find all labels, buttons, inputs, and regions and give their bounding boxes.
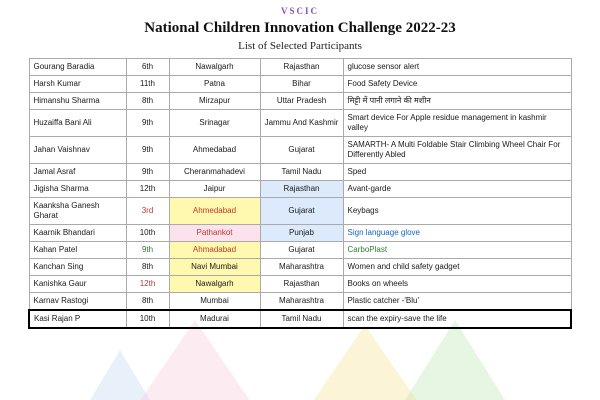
cell-idea: मिट्टी में पानी लगाने की मशीन xyxy=(343,93,571,110)
cell-city: Patna xyxy=(169,76,260,93)
vscic-logo: VSCIC xyxy=(280,6,319,16)
cell-class: 8th xyxy=(126,293,169,311)
cell-idea: Smart device For Apple residue management in kashmir valley xyxy=(343,110,571,137)
cell-name: Himanshu Sharma xyxy=(29,93,126,110)
table-row xyxy=(29,198,571,225)
cell-idea: glucose sensor alert xyxy=(343,59,571,76)
table-row xyxy=(29,225,571,242)
cell-class: 8th xyxy=(126,93,169,110)
cell-class: 10th xyxy=(126,310,169,328)
cell-class: 9th xyxy=(126,164,169,181)
table-row xyxy=(29,293,571,311)
participants-table xyxy=(28,58,572,329)
cell-state: Gujarat xyxy=(260,198,343,225)
cell-state: Rajasthan xyxy=(260,276,343,293)
cell-idea: Sign language glove xyxy=(343,225,571,242)
cell-class: 6th xyxy=(126,59,169,76)
cell-city: Madurai xyxy=(169,310,260,328)
cell-city: Srinagar xyxy=(169,110,260,137)
cell-name: Jamal Asraf xyxy=(29,164,126,181)
cell-city: Cheranmahadevi xyxy=(169,164,260,181)
table-row xyxy=(29,259,571,276)
table-row xyxy=(29,93,571,110)
cell-class: 9th xyxy=(126,242,169,259)
table-row xyxy=(29,110,571,137)
cell-name: Jahan Vaishnav xyxy=(29,137,126,164)
table-row-highlighted xyxy=(29,310,571,328)
cell-city: Jaipur xyxy=(169,181,260,198)
cell-city: Ahmedabad xyxy=(169,137,260,164)
cell-name: Gourang Baradia xyxy=(29,59,126,76)
cell-class: 12th xyxy=(126,276,169,293)
page-title: National Children Innovation Challenge 2022-23 xyxy=(144,20,456,36)
cell-idea: Plastic catcher -'Blu' xyxy=(343,293,571,311)
cell-state: Maharashtra xyxy=(260,293,343,311)
cell-idea: Food Safety Device xyxy=(343,76,571,93)
cell-state: Punjab xyxy=(260,225,343,242)
cell-name: Kaarnik Bhandari xyxy=(29,225,126,242)
cell-city: Mirzapur xyxy=(169,93,260,110)
cell-state: Bihar xyxy=(260,76,343,93)
cell-name: Harsh Kumar xyxy=(29,76,126,93)
table-row xyxy=(29,59,571,76)
cell-idea: Women and child safety gadget xyxy=(343,259,571,276)
table-row xyxy=(29,76,571,93)
cell-city: Pathankot xyxy=(169,225,260,242)
cell-name: Karnav Rastogi xyxy=(29,293,126,311)
cell-state: Rajasthan xyxy=(260,59,343,76)
cell-state: Gujarat xyxy=(260,137,343,164)
cell-city: Ahmadabad xyxy=(169,242,260,259)
cell-state: Tamil Nadu xyxy=(260,310,343,328)
cell-idea: CarboPlast xyxy=(343,242,571,259)
cell-state: Uttar Pradesh xyxy=(260,93,343,110)
cell-idea: Keybags xyxy=(343,198,571,225)
cell-idea: Avant-garde xyxy=(343,181,571,198)
cell-state: Rajasthan xyxy=(260,181,343,198)
cell-class: 10th xyxy=(126,225,169,242)
cell-state: Tamil Nadu xyxy=(260,164,343,181)
page-subtitle: List of Selected Participants xyxy=(238,40,362,52)
cell-class: 8th xyxy=(126,259,169,276)
cell-city: Navi Mumbai xyxy=(169,259,260,276)
cell-city: Ahmedabad xyxy=(169,198,260,225)
cell-city: Nawalgarh xyxy=(169,59,260,76)
cell-idea: SAMARTH- A Multi Foldable Stair Climbing Wheel Chair For Differently Abled xyxy=(343,137,571,164)
cell-name: Huzaiffa Bani Ali xyxy=(29,110,126,137)
table-row xyxy=(29,164,571,181)
cell-name: Kanchan Sing xyxy=(29,259,126,276)
cell-state: Jammu And Kashmir xyxy=(260,110,343,137)
cell-name: Kaanksha Ganesh Gharat xyxy=(29,198,126,225)
cell-name: Jigisha Sharma xyxy=(29,181,126,198)
table-row xyxy=(29,137,571,164)
cell-name: Kasi Rajan P xyxy=(29,310,126,328)
cell-state: Maharashtra xyxy=(260,259,343,276)
table-row xyxy=(29,276,571,293)
cell-class: 12th xyxy=(126,181,169,198)
table-row xyxy=(29,242,571,259)
cell-city: Mumbai xyxy=(169,293,260,311)
cell-idea: Sped xyxy=(343,164,571,181)
table-row xyxy=(29,181,571,198)
cell-class: 9th xyxy=(126,110,169,137)
cell-city: Nawalgarh xyxy=(169,276,260,293)
cell-state: Gujarat xyxy=(260,242,343,259)
cell-class: 9th xyxy=(126,137,169,164)
cell-name: Kanishka Gaur xyxy=(29,276,126,293)
cell-class: 11th xyxy=(126,76,169,93)
cell-name: Kahan Patel xyxy=(29,242,126,259)
cell-class: 3rd xyxy=(126,198,169,225)
cell-idea: Books on wheels xyxy=(343,276,571,293)
cell-idea: scan the expiry-save the life xyxy=(343,310,571,328)
